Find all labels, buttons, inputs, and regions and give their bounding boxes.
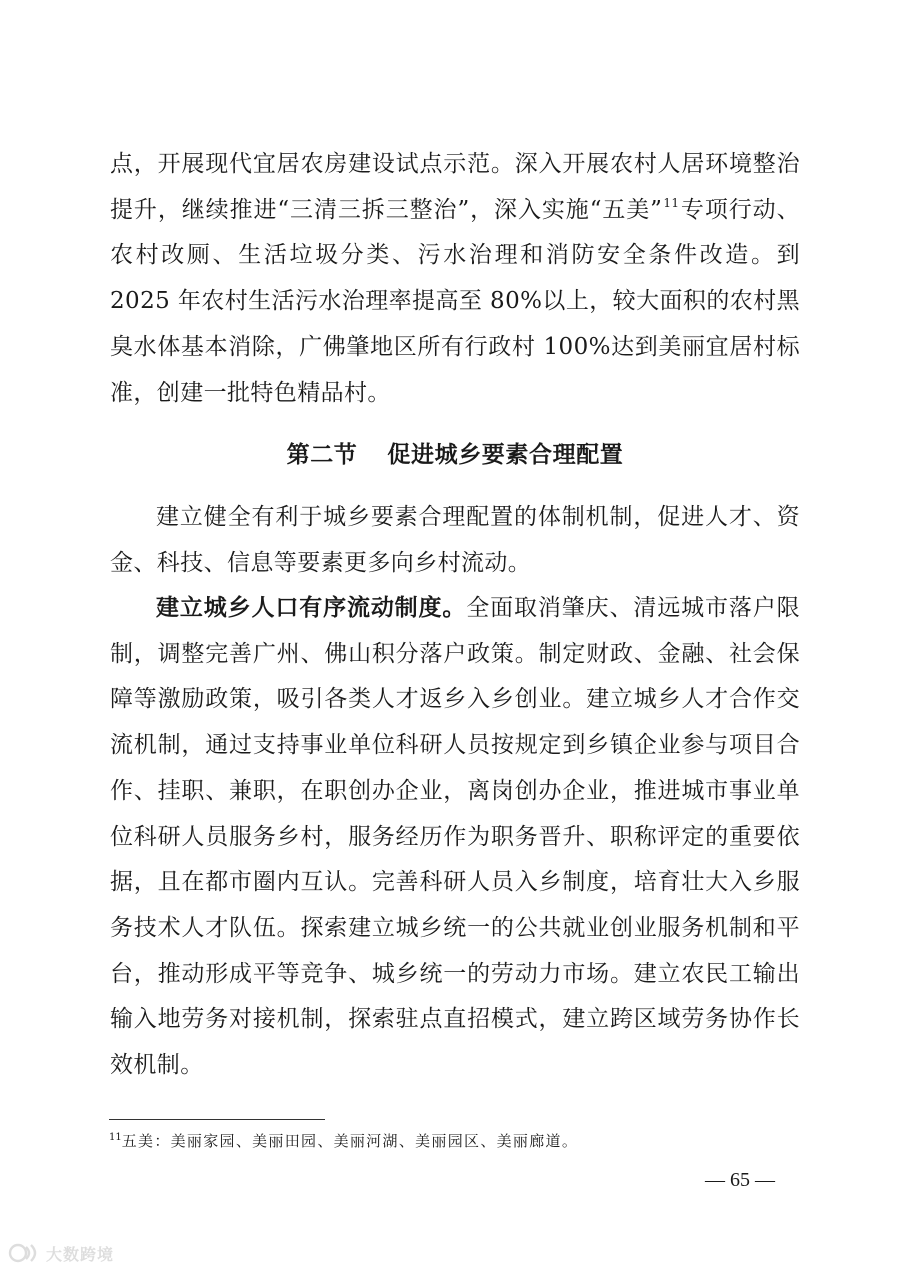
footnote-text: 五美：美丽家园、美丽田园、美丽河湖、美丽园区、美丽廊道。 [121,1132,579,1150]
footnote-reference[interactable]: 11 [663,195,680,210]
watermark [8,1240,114,1266]
paragraph: 建立健全有利于城乡要素合理配置的体制机制，促进人才、资金、科技、信息等要素更多向乡村流动。 [110,504,800,576]
paragraph-text: 全面取消肇庆、清远城市落户限制，调整完善广州、佛山积分落户政策。制定财政、金融、社会保障等激励政策，吸引各类人才返乡入乡创业。建立城乡人才合作交流机制，通过支持事业单位科研人员按规定到乡镇企业参与项目合作、挂职、兼职，在职创办企业，离岗创办企业，推进城市事业单位科研人员服务乡村，服务经历作为职务晋升、职称评定的重要依据，且在都市圈内互认。完善科研人员入乡制度，培育壮大入乡服务技术人才队伍。探索建立城乡统一的公共就业创业服务机制和平台，推动形成平等竞争、城乡统一的劳动力市场。建立农民工输出输入地劳务对接机制，探索驻点直招模式，建立跨区域劳务协作长效机制。 [110,595,800,1079]
watermark-logo-icon [8,1241,42,1265]
paragraph-text: 点，开展现代宜居农房建设试点示范。深入开展农村人居环境整治提升，继续推进“三清三拆三整治”，深入实施“五美” [110,151,800,223]
section-number: 第二节 [286,442,358,468]
footnote [109,1130,809,1152]
watermark-text: 大数跨境 [46,1244,115,1264]
section-heading [110,433,800,478]
paragraph [110,586,800,1089]
footnote-divider [109,1119,325,1120]
footnote-number: 11 [109,1132,122,1143]
paragraph-text-continued: 专项行动、农村改厕、生活垃圾分类、污水治理和消防安全条件改造。到 2025 年农村生活污水治理率提高至 80%以上，较大面积的农村黑臭水体基本消除，广佛肇地区所有行政村 100%达到美丽宜居村标准，创建一批特色精品村。 [110,196,800,406]
paragraph-lead-heading: 建立城乡人口有序流动制度。 [156,595,467,621]
paragraph [110,142,800,416]
page-number: — 65 — [705,1169,775,1191]
section-title: 促进城乡要素合理配置 [387,442,624,468]
